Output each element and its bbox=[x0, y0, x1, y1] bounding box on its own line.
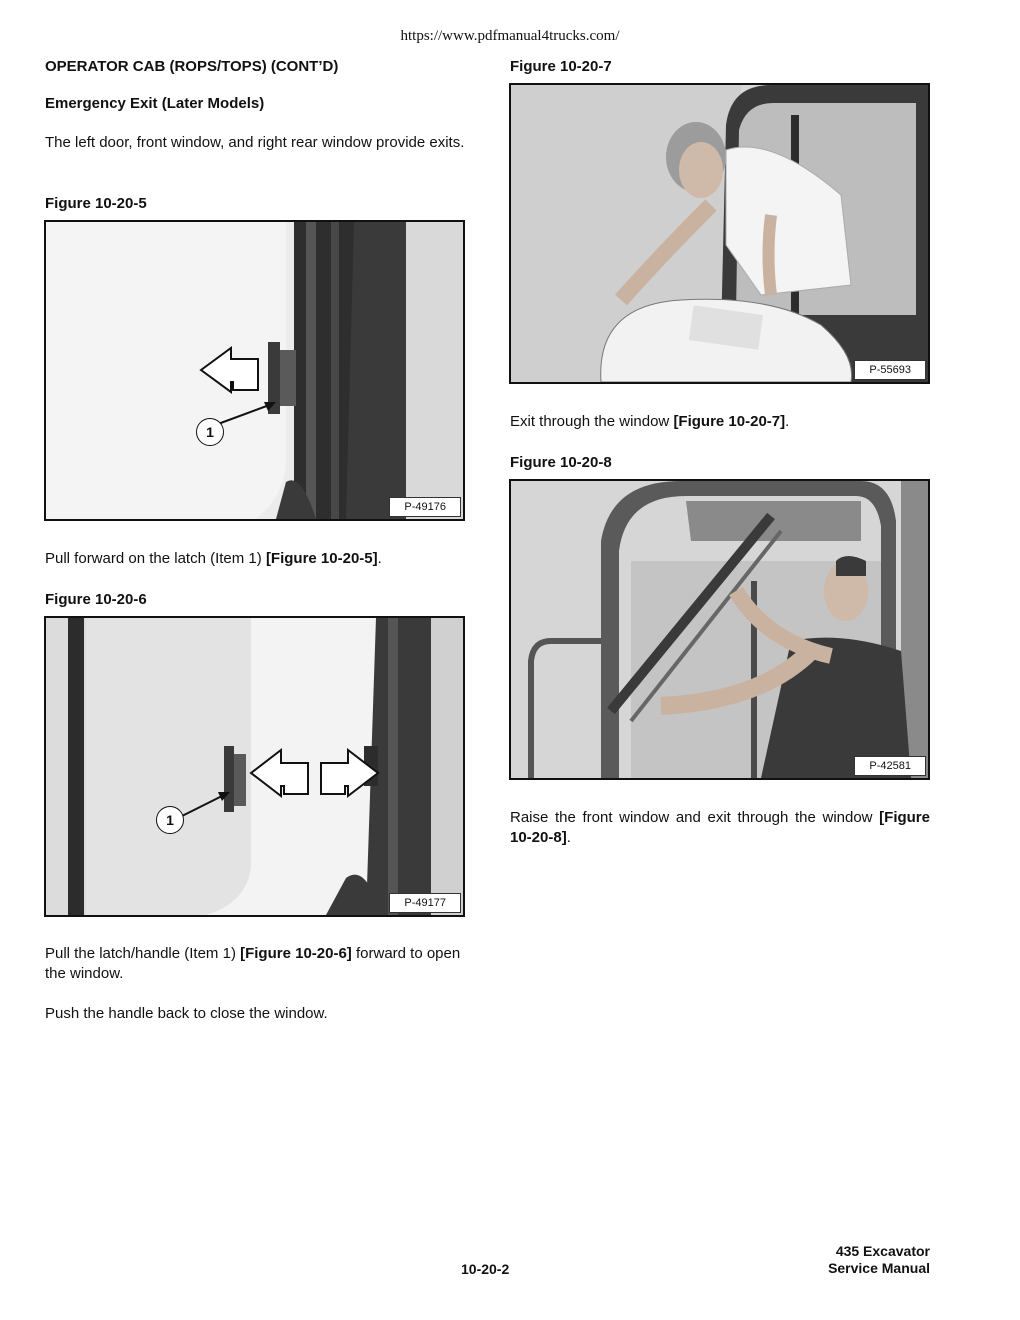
text: Pull forward on the latch (Item 1) bbox=[45, 550, 266, 567]
photo-code: P-49177 bbox=[389, 893, 461, 913]
text: . bbox=[785, 413, 790, 430]
text: Exit through the window bbox=[510, 413, 674, 430]
raise-window-photo bbox=[511, 481, 928, 778]
text: Raise the front window and exit through the window bbox=[510, 809, 880, 826]
header-url[interactable]: https://www.pdfmanual4trucks.com/ bbox=[400, 28, 620, 44]
photo-code: P-55693 bbox=[854, 360, 926, 380]
figure-10-20-8-label: Figure 10-20-8 bbox=[510, 454, 612, 471]
figure-reference: [Figure 10-20-5] bbox=[265, 550, 378, 567]
window-open-instruction bbox=[45, 944, 470, 984]
intro-paragraph: The left door, front window, and right rear window provide exits. bbox=[45, 134, 465, 151]
text: Pull the latch/handle (Item 1) bbox=[45, 945, 241, 962]
callout-1: 1 bbox=[196, 418, 224, 446]
text: . bbox=[377, 550, 382, 567]
door-latch-photo bbox=[46, 222, 463, 519]
figure-10-20-7-label: Figure 10-20-7 bbox=[510, 58, 612, 75]
figure-reference: [Figure 10-20-6] bbox=[240, 945, 352, 962]
window-close-instruction: Push the handle back to close the window. bbox=[45, 1005, 328, 1022]
subsection-title: Emergency Exit (Later Models) bbox=[45, 95, 265, 112]
figure-reference: [Figure 10-20-8] bbox=[510, 809, 930, 846]
footer-manual-info bbox=[828, 1243, 930, 1277]
text: . bbox=[566, 829, 571, 846]
figure-10-20-5 bbox=[44, 220, 465, 521]
latch-instruction bbox=[45, 549, 470, 569]
figure-10-20-6-label: Figure 10-20-6 bbox=[45, 591, 147, 608]
window-latch-photo bbox=[46, 618, 463, 915]
figure-10-20-8 bbox=[509, 479, 930, 780]
exit-through-window-photo bbox=[511, 85, 928, 382]
figure-10-20-6 bbox=[44, 616, 465, 917]
photo-code: P-49176 bbox=[389, 497, 461, 517]
figure-10-20-5-label: Figure 10-20-5 bbox=[45, 195, 147, 212]
photo-code: P-42581 bbox=[854, 756, 926, 776]
text: forward to open the window. bbox=[45, 945, 461, 982]
callout-1: 1 bbox=[156, 806, 184, 834]
raise-window-instruction bbox=[510, 808, 930, 848]
page-number: 10-20-2 bbox=[461, 1261, 510, 1277]
exit-instruction bbox=[510, 412, 930, 432]
footer-manual: Service Manual bbox=[828, 1260, 930, 1276]
figure-reference: [Figure 10-20-7] bbox=[673, 413, 786, 430]
footer-model: 435 Excavator bbox=[835, 1243, 930, 1259]
figure-10-20-7 bbox=[509, 83, 930, 384]
section-title: OPERATOR CAB (ROPS/TOPS) (CONT’D) bbox=[45, 58, 339, 75]
